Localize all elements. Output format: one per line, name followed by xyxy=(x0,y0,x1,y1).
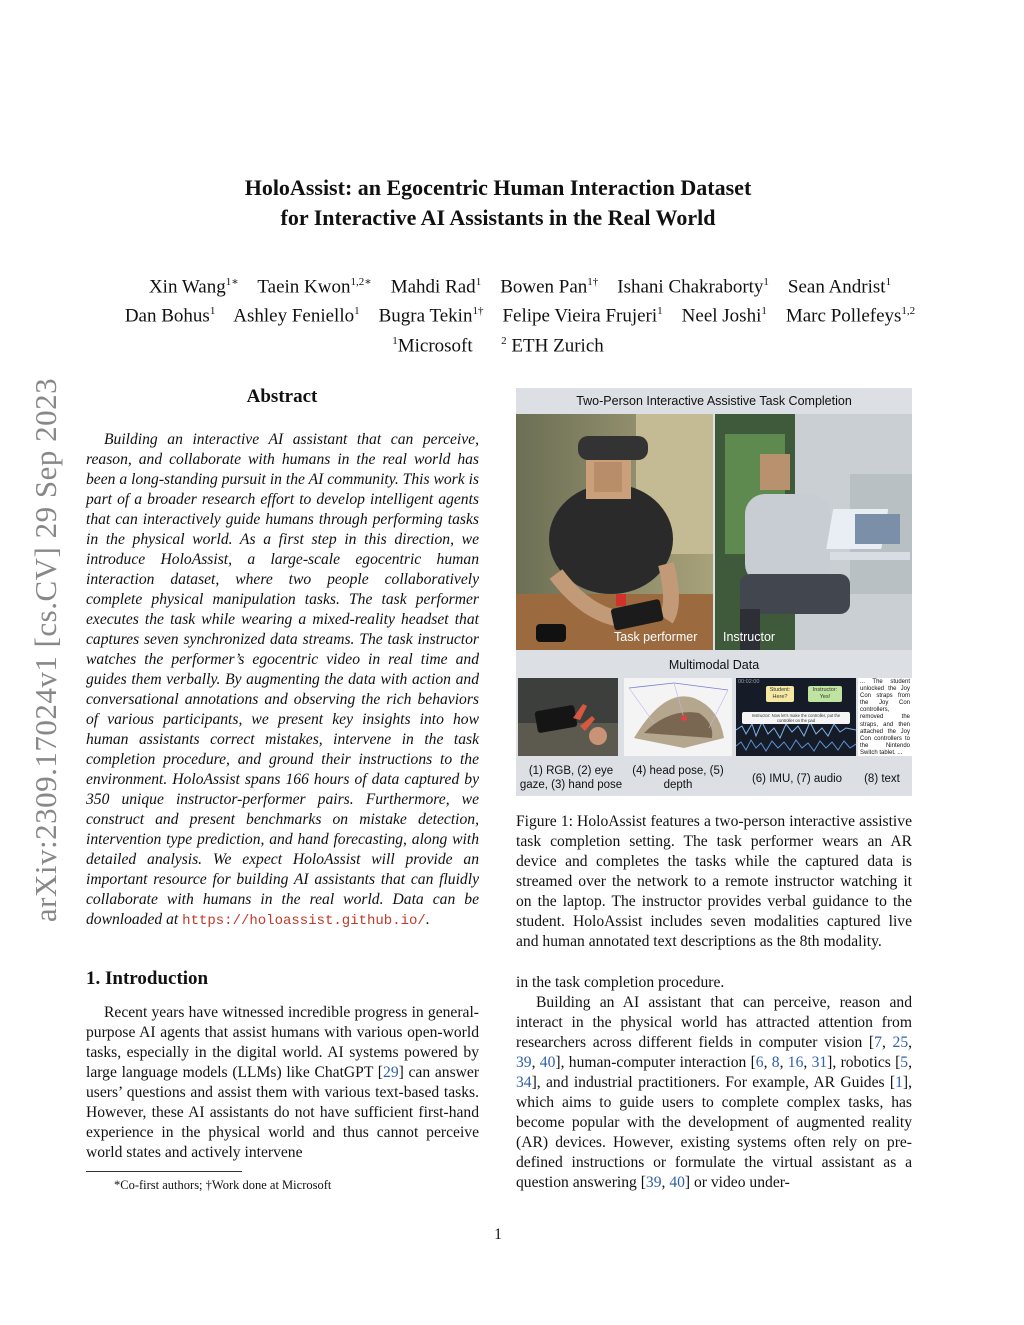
modality-caption: (1) RGB, (2) eye gaze, (3) hand pose xyxy=(519,765,623,791)
section-heading-introduction: 1. Introduction xyxy=(86,968,209,989)
author: Bugra Tekin xyxy=(378,305,473,327)
author: Sean Andrist xyxy=(787,276,886,298)
affiliation: Microsoft xyxy=(397,334,473,356)
time-code: 00:02:00 xyxy=(738,679,760,685)
modality-caption: (6) IMU, (7) audio xyxy=(751,773,843,785)
paragraph-continuation: in the task completion procedure. xyxy=(516,974,725,991)
abstract-heading: Abstract xyxy=(246,386,318,407)
citation-link[interactable]: 34 xyxy=(516,1074,532,1091)
title-line-1: HoloAssist: an Egocentric Human Interaction Dataset xyxy=(244,175,752,200)
citation-link[interactable]: 29 xyxy=(383,1064,399,1081)
task-performer-photo xyxy=(516,414,713,650)
affiliations: $^1$Microsoft $^2$ ETH Zurich xyxy=(392,334,604,356)
footnote: *Co-first authors; †Work done at Microsoft xyxy=(114,1178,332,1192)
citation-link[interactable]: 40 xyxy=(539,1054,556,1071)
figure-header-top: Two-Person Interactive Assistive Task Completion xyxy=(576,394,852,408)
author-line-2: Dan Bohus$^1$ Ashley Feniello$^1$ Bugra Tekin$^{1\dagger}$ Felipe Vieira Frujeri$^1$ Neel Joshi$^1$ Marc Pollefeys$^{1,2}$ xyxy=(124,305,916,327)
citation-link[interactable]: 25 xyxy=(892,1034,909,1051)
author: Ishani Chakraborty xyxy=(617,276,764,298)
arxiv-stamp: arXiv:2309.17024v1 [cs.CV] 29 Sep 2023 xyxy=(28,377,63,923)
instructor-photo xyxy=(715,414,912,650)
author: Marc Pollefeys xyxy=(785,305,902,327)
citation-link[interactable]: 39 xyxy=(516,1054,532,1071)
author: Dan Bohus xyxy=(124,305,210,327)
student-bubble: Student: Here? xyxy=(769,687,791,700)
text-snippet: ... The student unlocked the Joy Con straps from the Joy Con controllers, removed the straps, and then attached the Joy Con controllers to the Nintendo Switch tablet. ... xyxy=(860,679,910,756)
abstract-body: Building an interactive AI assistant that can perceive, reason, and collaborate with humans in the real world has been a long-standing pursuit in the AI community. This work is part of a broader research effort to develop intelligent agents that can interactively guide humans through performing tasks in the physical world. As a first step in this direction, we introduce HoloAssist, a large-scale egocentric human interaction dataset, where two people collaboratively complete physical manipulation tasks. The task performer executes the task while wearing a mixed-reality headset that captures seven synchronized data streams. The task instructor watches the performer’s egocentric video in real time and guides them verbally. By augmenting the data with action and conversational annotations and observing the rich behaviors of various participants, we present key insights into how human assistants correct mistakes, intervene in the task completion procedure, and ground their instructions to the environment. HoloAssist spans 166 hours of data captured by 350 unique instructor-performer pairs. Furthermore, we construct and present benchmarks on mistake detection, intervention type prediction, and hand forecasting, along with detailed analysis. We expect HoloAssist will provide an important resource for building AI assistants that can fluidly collaborate with humans in the real world. Data can be downloaded at https://holoassist.github.io/. xyxy=(86,431,479,929)
dataset-link[interactable]: https://holoassist.github.io/ xyxy=(182,913,426,929)
footnote-rule xyxy=(86,1171,242,1172)
figure-1-caption: Figure 1: HoloAssist features a two-person interactive assistive task completion setting. The task performer wears an AR device and completes the tasks while the captured data is streamed over the network to a remote instructor watching it on the laptop. The instructor provides verbal guidance to the student. HoloAssist includes seven modalities captured live and human annotated text descriptions as the 8th modality. xyxy=(516,813,912,950)
right-column-body xyxy=(516,973,912,1193)
author: Ashley Feniello xyxy=(233,305,355,327)
author: Bowen Pan xyxy=(500,276,588,298)
imu-audio-thumbnail xyxy=(736,678,856,756)
label-task-performer: Task performer xyxy=(614,630,698,644)
affiliation: ETH Zurich xyxy=(511,334,604,356)
introduction-body: Recent years have witnessed incredible progress in general-purpose AI agents that assist humans with various open-world tasks, especially in the digital world. AI systems powered by large language models (LLMs) like ChatGPT [29] can answer users’ questions and assist them with various text-based tasks. However, these AI assistants do not have sufficient first-hand experience in the physical world and thus cannot perceive world states and actively intervene xyxy=(86,1004,480,1161)
citation-link[interactable]: 1 xyxy=(895,1074,903,1091)
figure-1 xyxy=(516,388,912,796)
author: Taein Kwon xyxy=(257,276,351,298)
author: Xin Wang xyxy=(148,276,226,298)
citation-link[interactable]: 39 xyxy=(645,1174,662,1191)
modality-caption: (4) head pose, (5) depth xyxy=(632,765,724,791)
label-instructor: Instructor xyxy=(723,630,776,644)
paragraph: Building an AI assistant that can perceive, reason and interact in the physical world has attracted attention from researchers across different fields in computer vision [7, 25, 39, 40], human-computer interaction [6, 8, 16, 31], robotics [5, 34], and industrial practitioners. For example, AR Guides [1], which aims to guide users to complete complex tasks, has become popular with the development of augmented reality (AR) devices. However, existing systems often rely on pre-defined instructions or formulate the virtual assistant as a question answering [39, 40] or video under- xyxy=(516,994,913,1191)
citation-link[interactable]: 7 xyxy=(874,1034,882,1051)
title-line-2: for Interactive AI Assistants in the Real World xyxy=(280,205,716,230)
citation-link[interactable]: 6 xyxy=(755,1054,764,1071)
author: Neel Joshi xyxy=(681,305,762,327)
author: Felipe Vieira Frujeri xyxy=(502,305,658,327)
modality-caption: (8) text xyxy=(864,773,900,785)
depth-point-cloud-thumbnail xyxy=(624,678,732,756)
citation-link[interactable]: 31 xyxy=(811,1054,828,1071)
instructor-bubble: Instructor: Yes! xyxy=(812,687,838,700)
text-annotation-thumbnail xyxy=(858,678,912,756)
author-line-1: Xin Wang$^{1∗}$ Taein Kwon$^{1,2∗}$ Mahdi Rad$^1$ Bowen Pan$^{1\dagger}$ Ishani Chakraborty$^1$ Sean Andrist$^1$ xyxy=(148,276,892,298)
paper-title xyxy=(0,173,996,233)
rgb-hand-pose-thumbnail xyxy=(518,678,618,756)
citation-link[interactable]: 5 xyxy=(900,1054,909,1071)
instructor-transcript: Instructor: Now let’s make the controller, put the controller on the pad xyxy=(751,713,841,723)
citation-link[interactable]: 40 xyxy=(669,1174,685,1191)
figure-header-bottom: Multimodal Data xyxy=(668,658,760,672)
author-block xyxy=(0,270,1024,358)
page-number: 1 xyxy=(494,1226,502,1243)
author: Mahdi Rad xyxy=(390,276,476,298)
citation-link[interactable]: 16 xyxy=(787,1054,804,1071)
citation-link[interactable]: 8 xyxy=(771,1054,780,1071)
